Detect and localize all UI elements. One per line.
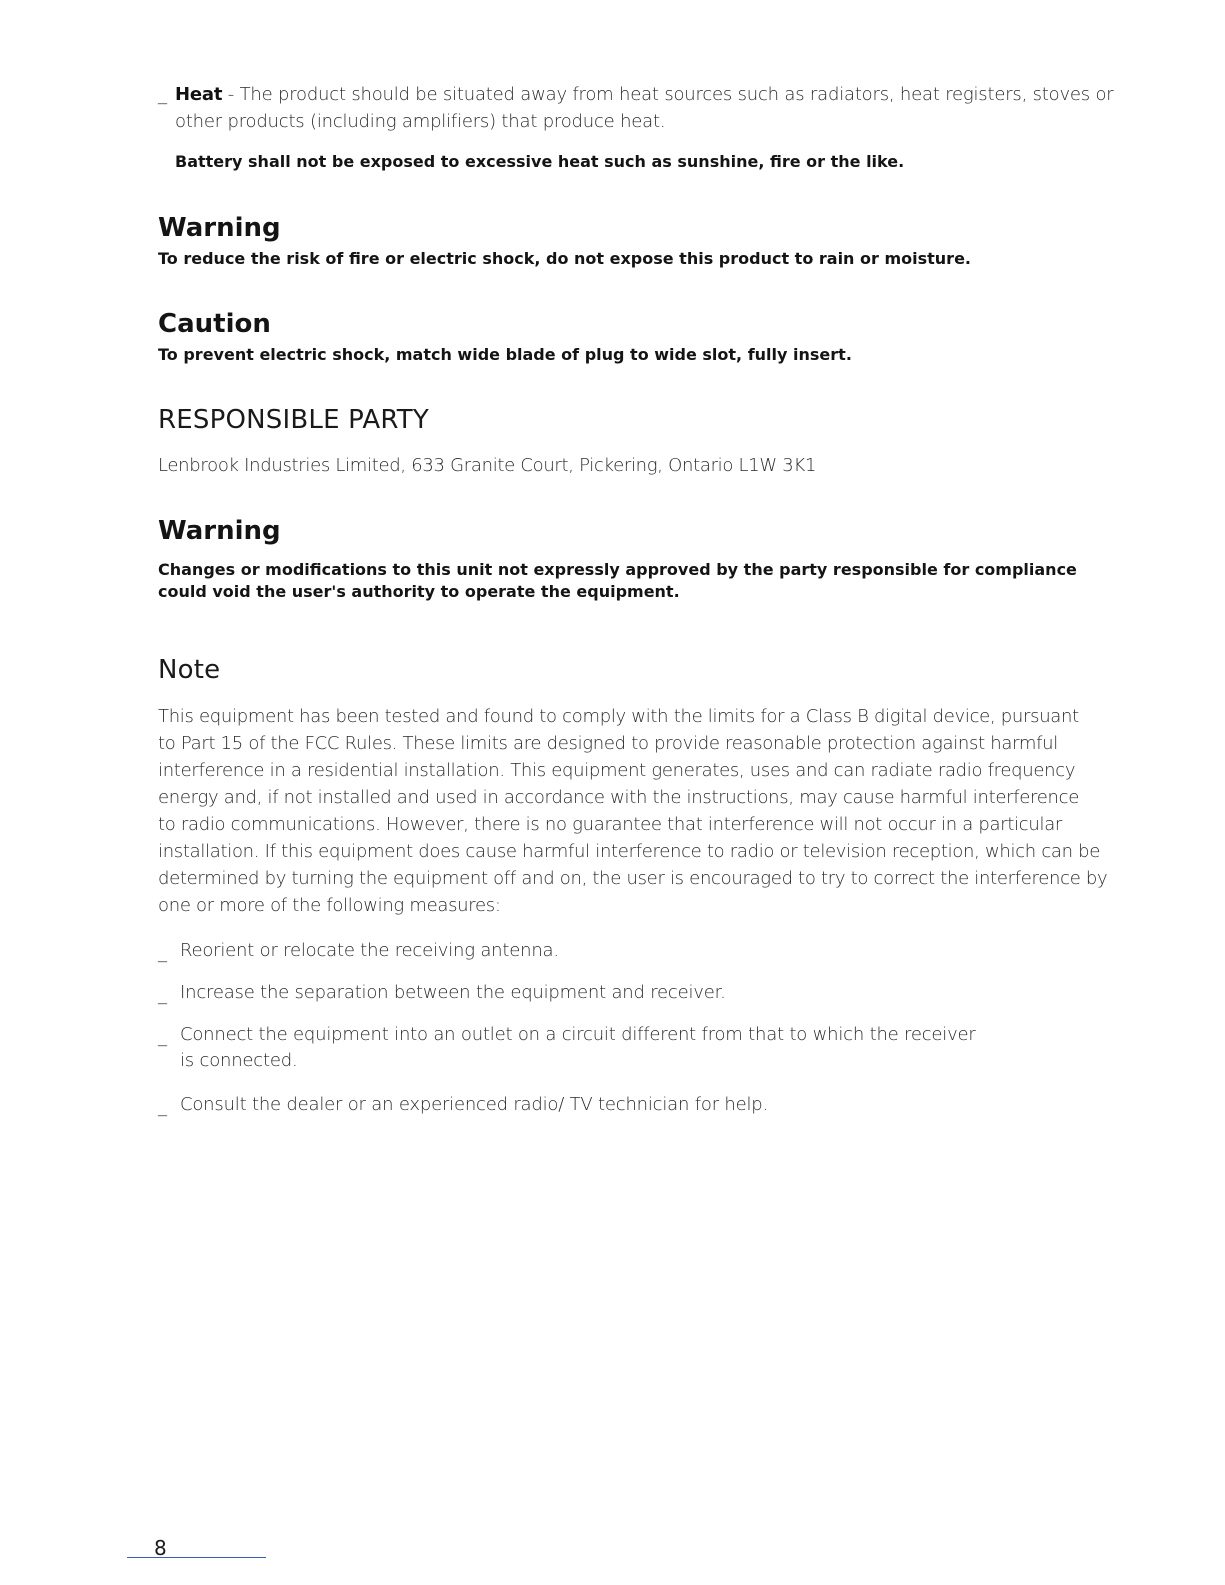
list-dash: _: [158, 1026, 167, 1047]
page-number: 8: [154, 1536, 167, 1560]
warning-2-line1: Changes or modifications to this unit not expressly approved by the party responsible for compliance: [158, 560, 1077, 579]
caution-text: To prevent electric shock, match wide blade of plug to wide slot, fully insert.: [158, 345, 852, 364]
note-line: to Part 15 of the FCC Rules. These limits are designed to provide reasonable protection against harmful: [158, 733, 1058, 754]
battery-notice: Battery shall not be exposed to excessive heat such as sunshine, fire or the like.: [175, 152, 905, 171]
heat-label: Heat: [175, 84, 223, 105]
note-line: interference in a residential installation. This equipment generates, uses and can radiate radio frequency: [158, 760, 1076, 781]
list-dash: _: [158, 1096, 167, 1117]
heat-text-line2: other products (including amplifiers) that produce heat.: [175, 111, 666, 132]
measure-item: Connect the equipment into an outlet on a circuit different from that to which the receiver: [180, 1024, 976, 1045]
list-dash: _: [158, 84, 167, 105]
note-line: installation. If this equipment does cause harmful interference to radio or television reception, which can be: [158, 841, 1101, 862]
warning-text: To reduce the risk of fire or electric shock, do not expose this product to rain or moisture.: [158, 249, 971, 268]
heat-item-line1: [175, 81, 1114, 108]
responsible-party-address: Lenbrook Industries Limited, 633 Granite Court, Pickering, Ontario L1W 3K1: [158, 455, 817, 476]
measure-item: Consult the dealer or an experienced radio/ TV technician for help.: [180, 1094, 769, 1115]
note-line: determined by turning the equipment off and on, the user is encouraged to try to correct the interference by: [158, 868, 1108, 889]
heat-text-line1: - The product should be situated away from heat sources such as radiators, heat registers, stoves or: [222, 84, 1114, 105]
note-line: to radio communications. However, there is no guarantee that interference will not occur in a particular: [158, 814, 1063, 835]
measure-item-continuation: is connected.: [180, 1050, 298, 1071]
warning-heading-2: Warning: [158, 516, 281, 546]
responsible-party-heading: RESPONSIBLE PARTY: [158, 405, 429, 435]
note-heading: Note: [158, 655, 221, 685]
list-dash: _: [158, 942, 167, 963]
measure-item: Increase the separation between the equipment and receiver.: [180, 982, 726, 1003]
caution-heading: Caution: [158, 309, 271, 339]
note-line: This equipment has been tested and found to comply with the limits for a Class B digital device, pursuant: [158, 706, 1079, 727]
warning-heading: Warning: [158, 213, 281, 243]
note-line: energy and, if not installed and used in accordance with the instructions, may cause harmful interference: [158, 787, 1079, 808]
warning-2-line2: could void the user's authority to operate the equipment.: [158, 582, 680, 601]
page-number-rule: [127, 1557, 266, 1558]
measure-item: Reorient or relocate the receiving antenna.: [180, 940, 559, 961]
list-dash: _: [158, 984, 167, 1005]
note-line: one or more of the following measures:: [158, 895, 501, 916]
